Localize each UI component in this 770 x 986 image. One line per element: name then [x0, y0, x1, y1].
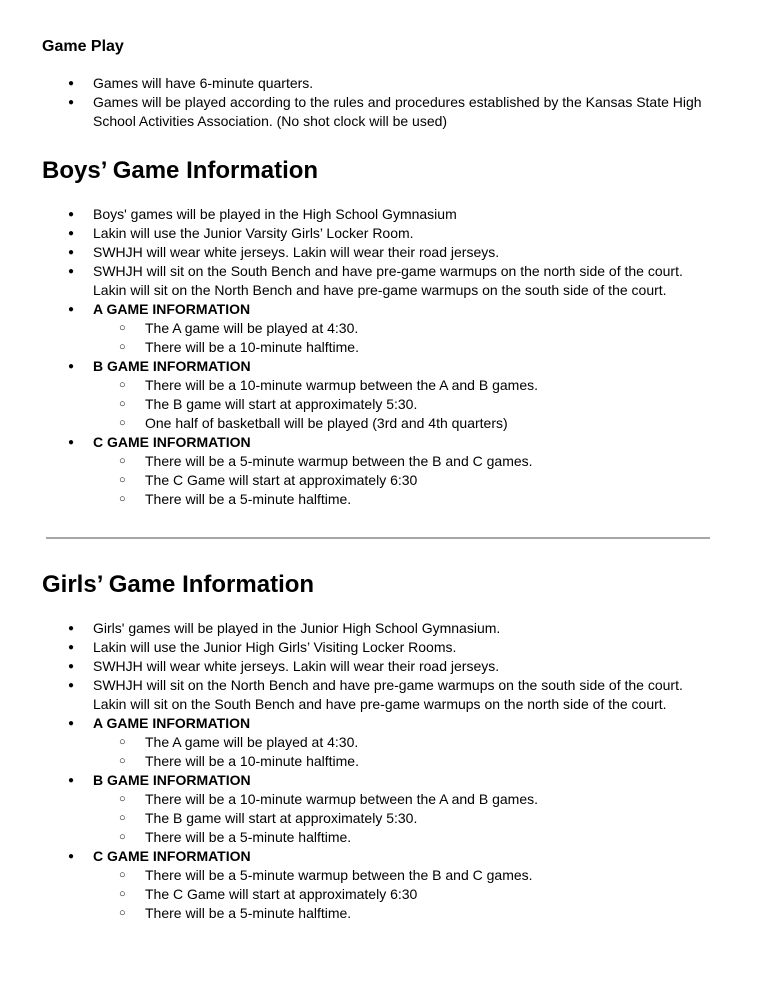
- sub-list-item-text: The A game will be played at 4:30.: [145, 320, 359, 336]
- horizontal-divider: [46, 537, 710, 539]
- sub-bullet-glyph: ○: [119, 455, 126, 467]
- c-game-sublist: [93, 452, 713, 509]
- list-item: [0, 74, 713, 93]
- bullet-glyph: ●: [68, 247, 75, 258]
- sub-list-item: [93, 904, 713, 923]
- sub-bullet-glyph: ○: [119, 831, 126, 843]
- list-item-text: SWHJH will wear white jerseys. Lakin will wear their road jerseys.: [93, 658, 500, 674]
- game-play-list: [0, 74, 770, 131]
- bullet-glyph: ●: [68, 661, 75, 672]
- sub-list-item: [93, 733, 713, 752]
- sub-bullet-glyph: ○: [119, 812, 126, 824]
- list-item-text: Girls' games will be played in the Junior High School Gymnasium.: [93, 620, 501, 636]
- list-item-text: SWHJH will sit on the North Bench and have pre-game warmups on the south side of the court. Lakin will sit on the South Bench and have pre-game warmups on the north side of the court.: [93, 677, 683, 712]
- bullet-glyph: ●: [68, 718, 75, 729]
- sub-list-item: [93, 319, 713, 338]
- sub-list-item: [93, 809, 713, 828]
- sub-list-item-text: There will be a 5-minute halftime.: [145, 905, 352, 921]
- sub-bullet-glyph: ○: [119, 869, 126, 881]
- list-item-text: Lakin will use the Junior High Girls’ Visiting Locker Rooms.: [93, 639, 457, 655]
- sub-list-item: [93, 376, 713, 395]
- list-item: [0, 224, 713, 243]
- bullet-glyph: ●: [68, 623, 75, 634]
- sub-bullet-glyph: ○: [119, 341, 126, 353]
- sub-bullet-glyph: ○: [119, 474, 126, 486]
- bullet-glyph: ●: [68, 209, 75, 220]
- sub-list-item-text: There will be a 5-minute warmup between the B and C games.: [145, 867, 533, 883]
- sub-list-item-text: The B game will start at approximately 5:30.: [145, 810, 418, 826]
- sub-list-item-text: There will be a 5-minute halftime.: [145, 829, 352, 845]
- list-item: [0, 619, 713, 638]
- boys-list: [0, 205, 770, 509]
- sub-bullet-glyph: ○: [119, 493, 126, 505]
- list-item: [0, 93, 713, 131]
- sub-bullet-glyph: ○: [119, 417, 126, 429]
- list-item: [0, 262, 713, 300]
- list-item: [0, 243, 713, 262]
- bullet-glyph: ●: [68, 437, 75, 448]
- sub-list-item-text: There will be a 10-minute halftime.: [145, 339, 359, 355]
- girls-a-game: [0, 714, 713, 771]
- list-item-text: Boys' games will be played in the High School Gymnasium: [93, 206, 457, 222]
- list-item: [0, 657, 713, 676]
- bullet-glyph: ●: [68, 775, 75, 786]
- sub-list-item-text: The C Game will start at approximately 6:30: [145, 472, 418, 488]
- sub-list-item-text: There will be a 5-minute warmup between the B and C games.: [145, 453, 533, 469]
- sub-list-item: [93, 452, 713, 471]
- sub-bullet-glyph: ○: [119, 379, 126, 391]
- bullet-glyph: ●: [68, 266, 75, 277]
- b-game-sublist: [93, 790, 713, 847]
- bullet-glyph: ●: [68, 78, 75, 89]
- a-game-label: A GAME INFORMATION: [93, 715, 251, 731]
- sub-list-item-text: There will be a 10-minute warmup between the A and B games.: [145, 791, 538, 807]
- sub-bullet-glyph: ○: [119, 398, 126, 410]
- b-game-label: B GAME INFORMATION: [93, 772, 251, 788]
- sub-list-item: [93, 414, 713, 433]
- game-play-heading: Game Play: [42, 38, 124, 55]
- a-game-sublist: [93, 319, 713, 357]
- sub-list-item: [93, 752, 713, 771]
- list-item-text: SWHJH will sit on the South Bench and have pre-game warmups on the north side of the court. Lakin will sit on the North Bench and have pre-game warmups on the south side of the court.: [93, 263, 683, 298]
- list-item-text: Games will have 6-minute quarters.: [93, 75, 314, 91]
- c-game-label: C GAME INFORMATION: [93, 848, 251, 864]
- girls-c-game: [0, 847, 713, 923]
- sub-list-item: [93, 828, 713, 847]
- list-item-text: Games will be played according to the rules and procedures established by the Kansas State High School Activities Association. (No shot clock will be used): [93, 94, 702, 129]
- girls-heading: Girls’ Game Information: [42, 571, 315, 598]
- b-game-label: B GAME INFORMATION: [93, 358, 251, 374]
- boys-b-game: [0, 357, 713, 433]
- sub-list-item: [93, 490, 713, 509]
- sub-list-item: [93, 395, 713, 414]
- bullet-glyph: ●: [68, 97, 75, 108]
- sub-bullet-glyph: ○: [119, 793, 126, 805]
- sub-list-item: [93, 790, 713, 809]
- girls-b-game: [0, 771, 713, 847]
- bullet-glyph: ●: [68, 851, 75, 862]
- list-item-text: SWHJH will wear white jerseys. Lakin will wear their road jerseys.: [93, 244, 500, 260]
- sub-list-item: [93, 338, 713, 357]
- sub-bullet-glyph: ○: [119, 322, 126, 334]
- bullet-glyph: ●: [68, 642, 75, 653]
- sub-bullet-glyph: ○: [119, 907, 126, 919]
- c-game-sublist: [93, 866, 713, 923]
- sub-list-item-text: There will be a 5-minute halftime.: [145, 491, 352, 507]
- list-item: [0, 676, 713, 714]
- boys-c-game: [0, 433, 713, 509]
- sub-list-item-text: The A game will be played at 4:30.: [145, 734, 359, 750]
- c-game-label: C GAME INFORMATION: [93, 434, 251, 450]
- list-item: [0, 205, 713, 224]
- boys-a-game: [0, 300, 713, 357]
- sub-bullet-glyph: ○: [119, 755, 126, 767]
- sub-list-item-text: One half of basketball will be played (3rd and 4th quarters): [145, 415, 508, 431]
- girls-list: [0, 619, 770, 923]
- a-game-sublist: [93, 733, 713, 771]
- a-game-label: A GAME INFORMATION: [93, 301, 251, 317]
- sub-list-item: [93, 471, 713, 490]
- sub-list-item: [93, 885, 713, 904]
- sub-bullet-glyph: ○: [119, 888, 126, 900]
- b-game-sublist: [93, 376, 713, 433]
- bullet-glyph: ●: [68, 680, 75, 691]
- bullet-glyph: ●: [68, 228, 75, 239]
- sub-list-item-text: There will be a 10-minute halftime.: [145, 753, 359, 769]
- sub-list-item-text: The C Game will start at approximately 6:30: [145, 886, 418, 902]
- list-item: [0, 638, 713, 657]
- boys-heading: Boys’ Game Information: [42, 157, 319, 184]
- sub-list-item-text: The B game will start at approximately 5:30.: [145, 396, 418, 412]
- bullet-glyph: ●: [68, 361, 75, 372]
- sub-list-item-text: There will be a 10-minute warmup between the A and B games.: [145, 377, 538, 393]
- sub-bullet-glyph: ○: [119, 736, 126, 748]
- list-item-text: Lakin will use the Junior Varsity Girls’ Locker Room.: [93, 225, 414, 241]
- bullet-glyph: ●: [68, 304, 75, 315]
- sub-list-item: [93, 866, 713, 885]
